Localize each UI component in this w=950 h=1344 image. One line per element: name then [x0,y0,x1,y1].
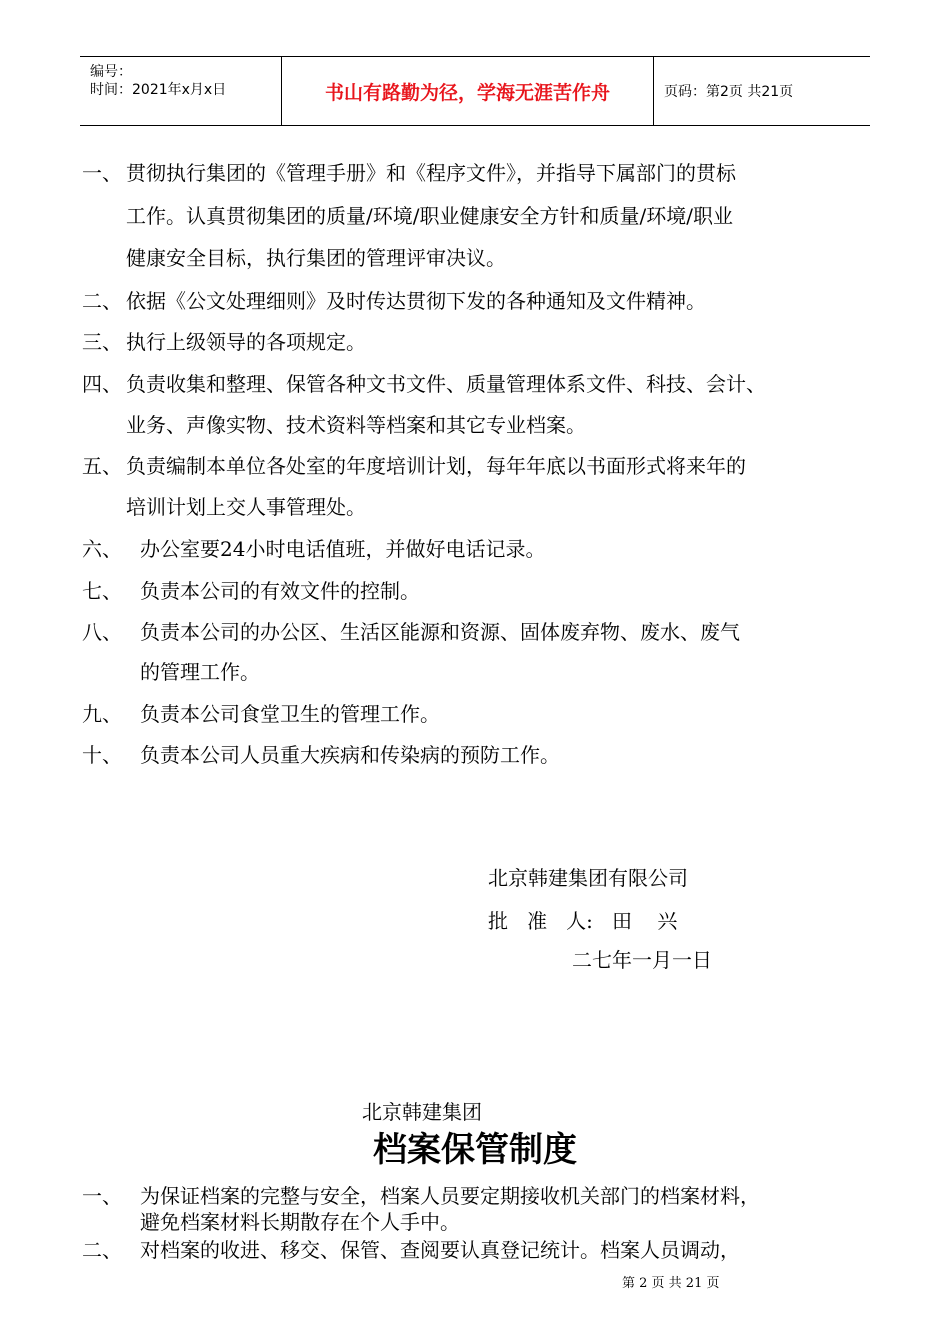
duty-line: 办公室要24小时电话值班，并做好电话记录。 [140,537,546,561]
duty-line: 负责本公司的有效文件的控制。 [140,579,420,603]
section-title: 档案保管制度 [373,1130,577,1170]
page-info: 页码：第2页 共21页 [664,84,794,100]
rule-line: 避免档案材料长期散存在个人手中。 [140,1210,460,1234]
header-page-info-cell [654,57,870,125]
duty-line: 依据《公文处理细则》及时传达贯彻下发的各种通知及文件精神。 [126,289,706,313]
duty-line: 培训计划上交人事管理处。 [126,495,366,519]
duty-number: 一、 [82,161,122,185]
document-number-label: 编号： [90,64,132,80]
duty-line: 负责本公司的办公区、生活区能源和资源、固体废弃物、废水、废气 [140,620,740,644]
duty-number: 二、 [82,289,122,313]
rule-line: 对档案的收进、移交、保管、查阅要认真登记统计。档案人员调动， [140,1238,740,1262]
duty-line: 健康安全目标，执行集团的管理评审决议。 [126,246,506,270]
rule-number: 二、 [82,1238,122,1262]
duty-line: 业务、声像实物、技术资料等档案和其它专业档案。 [126,413,586,437]
page-header [80,56,870,126]
document-date: 时间：2021年x月x日 [90,82,227,98]
header-motto-cell [281,57,654,125]
duty-number: 四、 [82,372,122,396]
duty-line: 负责收集和整理、保管各种文书文件、质量管理体系文件、科技、会计、 [126,372,766,396]
duty-line: 负责本公司食堂卫生的管理工作。 [140,702,440,726]
duty-number: 三、 [82,330,122,354]
duty-number: 五、 [82,454,122,478]
signature-approver: 批 准 人: 田 兴 [488,909,678,933]
rule-line: 为保证档案的完整与安全，档案人员要定期接收机关部门的档案材料， [140,1184,760,1208]
duty-line: 负责编制本单位各处室的年度培训计划，每年年底以书面形式将来年的 [126,454,746,478]
signature-company: 北京韩建集团有限公司 [488,866,688,890]
duty-line: 的管理工作。 [140,660,260,684]
motto: 书山有路勤为径，学海无涯苦作舟 [324,81,610,104]
duty-line: 工作。认真贯彻集团的质量/环境/职业健康安全方针和质量/环境/职业 [126,204,733,228]
page-footer: 第 2 页 共 21 页 [622,1276,720,1291]
duty-number: 八、 [82,620,122,644]
duty-number: 九、 [82,702,122,726]
duty-number: 七、 [82,579,122,603]
duty-number: 十、 [82,743,122,767]
duty-line: 执行上级领导的各项规定。 [126,330,366,354]
duty-line: 负责本公司人员重大疾病和传染病的预防工作。 [140,743,560,767]
rule-number: 一、 [82,1184,122,1208]
section-organization: 北京韩建集团 [362,1100,482,1124]
header-meta [80,57,281,125]
duty-line: 贯彻执行集团的《管理手册》和《程序文件》，并指导下属部门的贯标 [126,161,736,185]
duty-number: 六、 [82,537,122,561]
signature-date: 二七年一月一日 [572,948,712,972]
